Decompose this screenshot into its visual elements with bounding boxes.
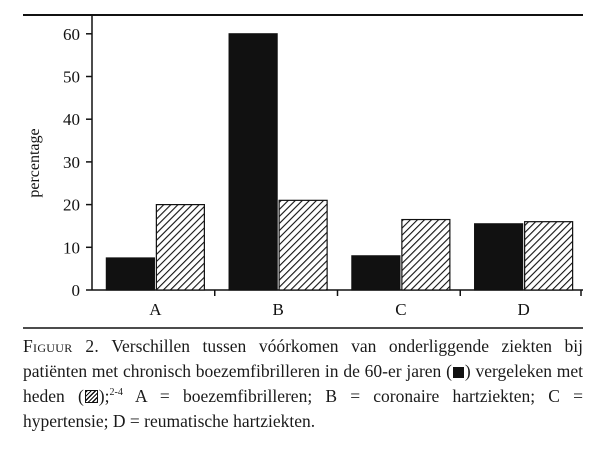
y-axis-title: percentage (26, 128, 43, 198)
caption-label: Figuur 2. (23, 336, 100, 356)
bar-hatched-C (402, 220, 450, 290)
y-tick-label: 60 (63, 24, 80, 44)
y-tick-label: 50 (63, 67, 80, 87)
caption-text-4: A = boezemfibrilleren; B = coronaire hartziekten; C = hypertensie; D = reumatische hartziekten. (23, 386, 583, 431)
caption-text-1: Verschillen tussen vóórkomen van onderliggende ziekten bij patiënten met chronisch boezemfibrilleren in de 60-er jaren ( (23, 336, 584, 381)
x-category-label: C (395, 300, 407, 319)
bars (106, 34, 572, 290)
y-tick-label: 30 (63, 152, 80, 172)
y-tick-label: 10 (63, 238, 80, 258)
x-category-label: D (517, 300, 530, 319)
bar-solid-A (106, 258, 154, 290)
bar-solid-B (229, 34, 277, 290)
bar-hatched-B (279, 200, 327, 290)
bar-hatched-D (525, 222, 573, 290)
caption-text-3: ); (98, 386, 110, 406)
caption-reference: 2-4 (109, 387, 123, 399)
bar-solid-D (475, 224, 523, 290)
bar-solid-C (352, 256, 400, 290)
y-tick-label: 0 (71, 281, 80, 300)
caption-text-2: ) vergeleken met heden ( (23, 361, 583, 406)
y-tick-label: 40 (63, 110, 80, 130)
legend-hatched-swatch (85, 390, 98, 403)
x-category-label: A (149, 300, 162, 319)
figure-caption (23, 334, 583, 434)
x-category-label: B (272, 300, 284, 319)
bar-hatched-A (156, 205, 204, 290)
legend-solid-swatch (453, 367, 464, 378)
y-tick-label: 20 (63, 195, 80, 215)
labels (26, 25, 530, 319)
